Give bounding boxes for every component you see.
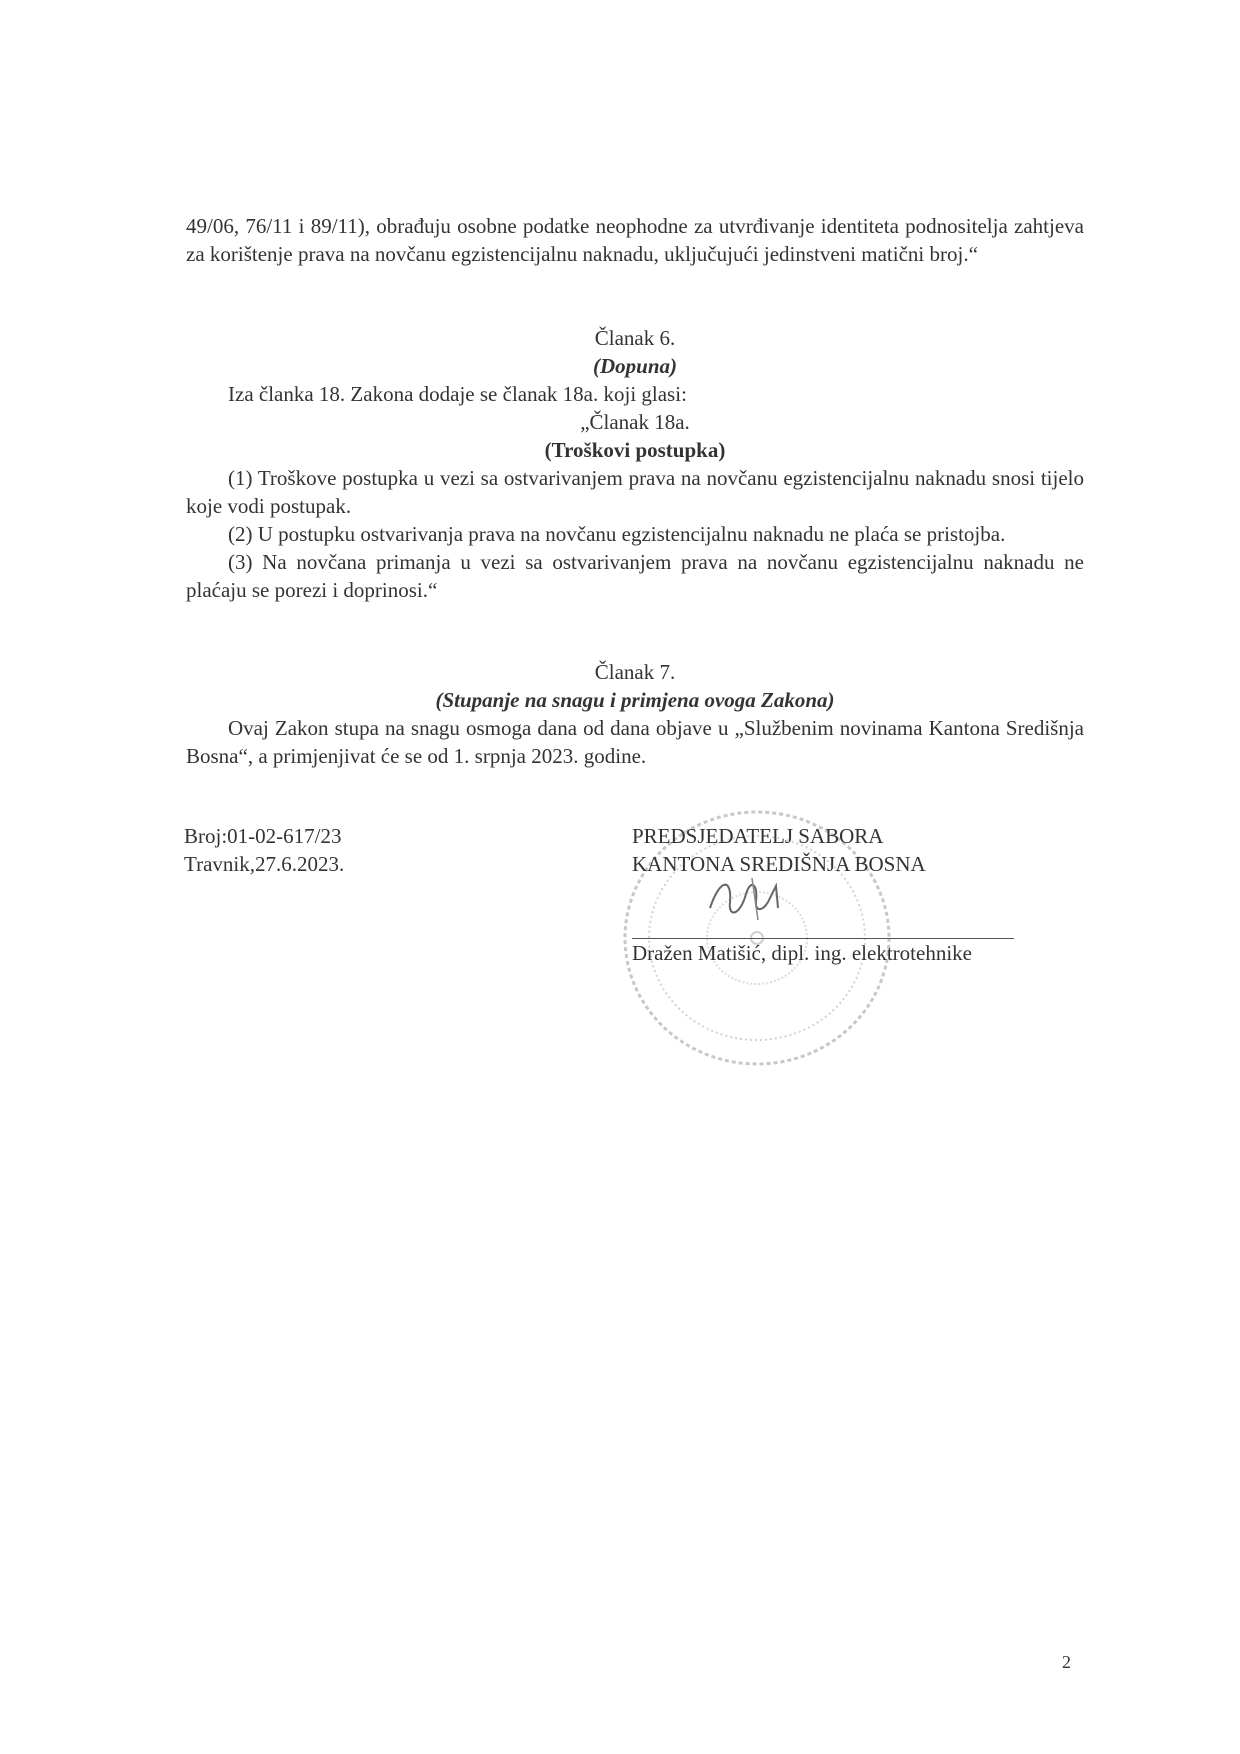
place-and-date: Travnik,27.6.2023. bbox=[184, 852, 345, 876]
signature-block bbox=[632, 822, 1052, 967]
article-6-number: Članak 6. bbox=[594, 326, 676, 350]
document-reference bbox=[184, 822, 484, 878]
signatory-name: Dražen Matišić, dipl. ing. elektrotehnike bbox=[632, 941, 972, 965]
page-number: 2 bbox=[1062, 1652, 1071, 1672]
signatory-title-line-1: PREDSJEDATELJ SABORA bbox=[632, 824, 884, 848]
article-6-body: Iza članka 18. Zakona dodaje se članak 18a. koji glasi: bbox=[228, 382, 687, 406]
article-18a-number: „Članak 18a. bbox=[580, 410, 690, 434]
article-6 bbox=[186, 324, 1084, 604]
article-6-title: (Dopuna) bbox=[592, 354, 677, 378]
signatory-title-line-2: KANTONA SREDIŠNJA BOSNA bbox=[632, 852, 926, 876]
reference-number: Broj:01-02-617/23 bbox=[184, 824, 342, 848]
article-7 bbox=[186, 658, 1084, 770]
article-18a-paragraph-3: (3) Na novčana primanja u vezi sa ostvarivanjem prava na novčanu egzistencijalnu naknadu ne plaćaju se porezi i doprinosi.“ bbox=[186, 550, 1084, 602]
article-18a-paragraph-2: (2) U postupku ostvarivanja prava na novčanu egzistencijalnu naknadu ne plaća se pristojba. bbox=[228, 522, 1006, 546]
article-7-number: Članak 7. bbox=[594, 660, 676, 684]
intro-text: 49/06, 76/11 i 89/11), obrađuju osobne podatke neophodne za utvrđivanje identiteta podnositelja zahtjeva za korištenje prava na novčanu egzistencijalnu naknadu, uključujući jedinstveni matični broj.“ bbox=[186, 214, 1084, 266]
article-7-body: Ovaj Zakon stupa na snagu osmoga dana od dana objave u „Službenim novinama Kantona Središnja Bosna“, a primjenjivat će se od 1. srpnja 2023. godine. bbox=[186, 716, 1084, 768]
article-18a-title: (Troškovi postupka) bbox=[544, 438, 726, 462]
article-7-title: (Stupanje na snagu i primjena ovoga Zakona) bbox=[435, 688, 835, 712]
intro-paragraph bbox=[186, 212, 1084, 268]
article-18a-paragraph-1: (1) Troškove postupka u vezi sa ostvarivanjem prava na novčanu egzistencijalnu naknadu snosi tijelo koje vodi postupak. bbox=[186, 466, 1084, 518]
